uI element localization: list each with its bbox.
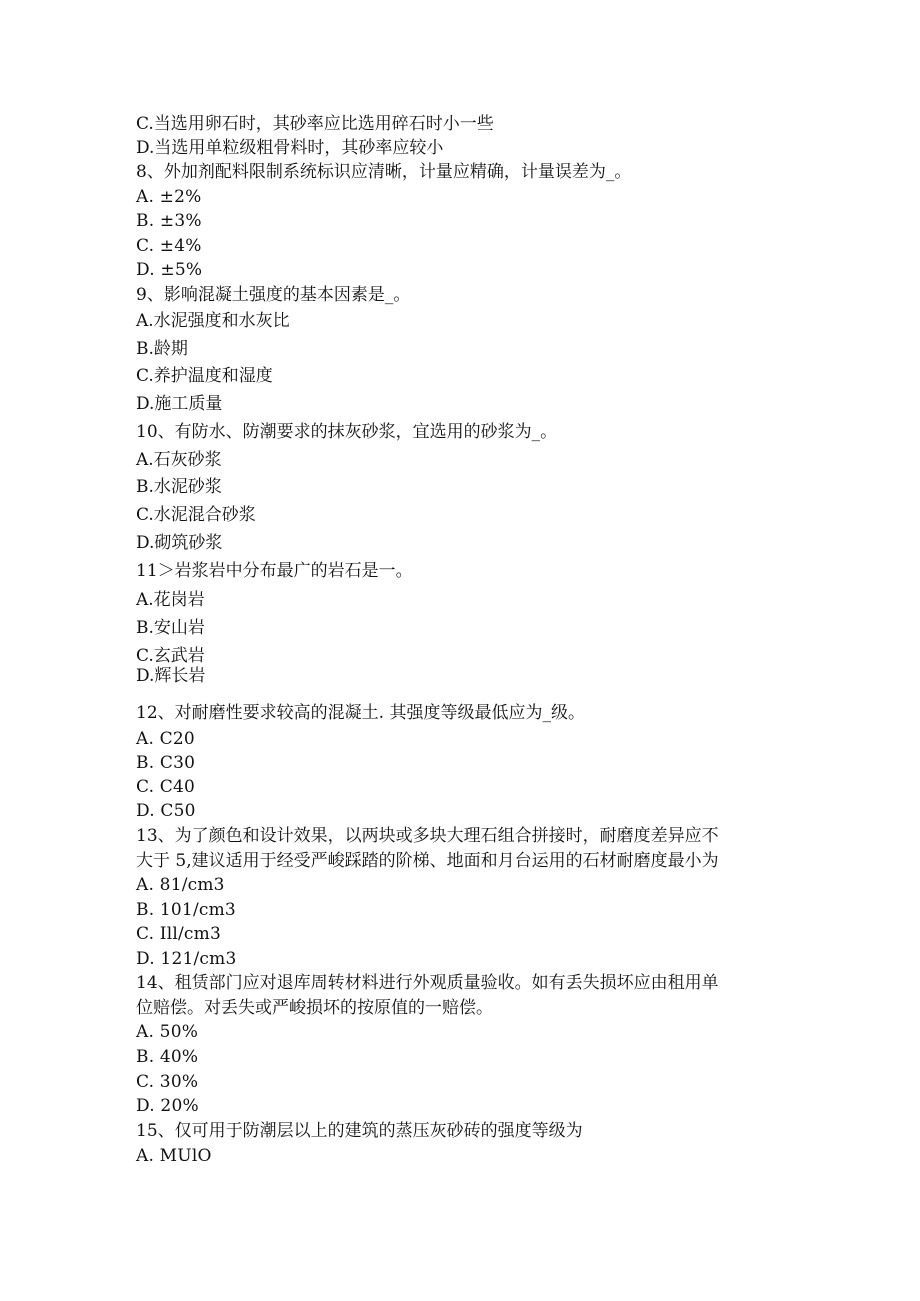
option-line: C. 30% — [136, 1072, 199, 1092]
question-line: 14、租赁部门应对退库周转材料进行外观质量验收。如有丢失损坏应由租用单 — [136, 973, 719, 993]
question-line: 9、影响混凝土强度的基本因素是_。 — [136, 285, 411, 305]
option-line: A. 50% — [136, 1022, 199, 1042]
question-line: 10、有防水、防潮要求的抹灰砂浆，宜选用的砂浆为_。 — [136, 422, 558, 442]
option-line: D.施工质量 — [136, 394, 223, 414]
option-line: A. 81/cm3 — [136, 875, 225, 895]
option-line: B. 101/cm3 — [136, 900, 236, 920]
question-line: 大于 5,建议适用于经受严峻踩踏的阶梯、地面和月台运用的石材耐磨度最小为 — [136, 851, 719, 871]
option-line: B. 40% — [136, 1047, 199, 1067]
question-line: 位赔偿。对丢失或严峻损坏的按原值的一赔偿。 — [136, 998, 493, 1018]
option-line: C. ±4% — [136, 236, 202, 256]
option-line: D.砌筑砂浆 — [136, 533, 223, 553]
option-line: C. Ill/cm3 — [136, 924, 221, 944]
option-line: A.水泥强度和水灰比 — [136, 311, 290, 331]
option-line: B.安山岩 — [136, 618, 205, 638]
option-line: D.辉长岩 — [136, 666, 206, 686]
option-line: B.水泥砂浆 — [136, 477, 222, 497]
option-line: C.养护温度和湿度 — [136, 366, 273, 386]
question-line: 12、对耐磨性要求较高的混凝土. 其强度等级最低应为_级。 — [136, 703, 585, 723]
question-line: 11＞岩浆岩中分布最广的岩石是一。 — [136, 561, 413, 581]
option-line: D. 121/cm3 — [136, 949, 237, 969]
option-line: B. ±3% — [136, 211, 202, 231]
option-line: B.龄期 — [136, 339, 188, 359]
question-line: 15、仅可用于防潮层以上的建筑的蒸压灰砂砖的强度等级为 — [136, 1121, 583, 1141]
option-line: A.花岗岩 — [136, 590, 205, 610]
option-line: D. 20% — [136, 1096, 199, 1116]
option-line: C. C40 — [136, 777, 196, 797]
option-line: A. ±2% — [136, 187, 202, 207]
option-line: A. MUlO — [136, 1146, 212, 1166]
text-line: C.当选用卵石时，其砂率应比选用碎石时小一些 — [136, 114, 494, 134]
text-line: D.当选用单粒级粗骨料时，其砂率应较小 — [136, 138, 444, 158]
option-line: D. ±5% — [136, 260, 203, 280]
option-line: C.水泥混合砂浆 — [136, 505, 256, 525]
option-line: A.石灰砂浆 — [136, 450, 222, 470]
option-line: A. C20 — [136, 729, 195, 749]
option-line: B. C30 — [136, 753, 196, 773]
option-line: C.玄武岩 — [136, 646, 205, 666]
question-line: 8、外加剂配料限制系统标识应清晰，计量应精确，计量误差为_。 — [136, 162, 632, 182]
option-line: D. C50 — [136, 801, 196, 821]
question-line: 13、为了颜色和设计效果，以两块或多块大理石组合拼接时，耐磨度差异应不 — [136, 826, 719, 846]
